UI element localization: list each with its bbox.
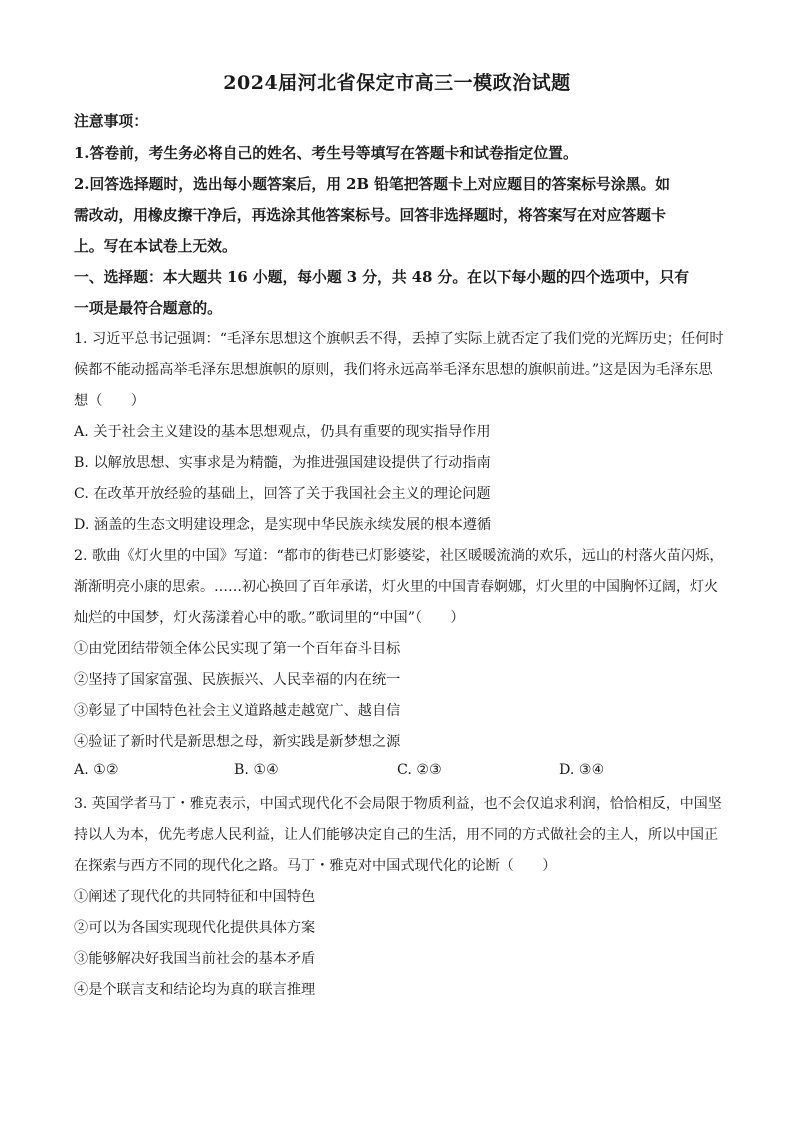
notice-item-2-line-3: 上。写在本试卷上无效。 xyxy=(74,238,237,255)
section-heading-line-1: 一、选择题：本大题共 16 小题，每小题 3 分，共 48 分。在以下每小题的四个选项中，只有 xyxy=(74,269,690,286)
notice-item-2-line-1: 2.回答选择题时，选出每小题答案后，用 2B 铅笔把答题卡上对应题目的答案标号涂黑。如 xyxy=(74,176,671,193)
question-2-options xyxy=(74,762,724,782)
question-2-statement-2: ②坚持了国家富强、民族振兴、人民幸福的内在统一 xyxy=(74,672,401,688)
question-2-stem-line-1: 2. 歌曲《灯火里的中国》写道：“都市的街巷已灯影婆娑，社区暖暖流淌的欢乐，远山的村落火苗闪烁， xyxy=(74,548,724,564)
notice-item-2-line-2: 需改动，用橡皮擦干净后，再选涂其他答案标号。回答非选择题时，将答案写在对应答题卡 xyxy=(74,207,666,224)
question-3-statement-2: ②可以为各国实现现代化提供具体方案 xyxy=(74,920,316,936)
question-2-statement-1: ①由党团结带领全体公民实现了第一个百年奋斗目标 xyxy=(74,641,401,657)
notice-heading: 注意事项： xyxy=(74,113,148,130)
question-2-option-d: D. ③④ xyxy=(559,762,605,778)
question-2-option-a: A. ①② xyxy=(74,762,119,778)
question-1-stem-line-1: 1. 习近平总书记强调：“毛泽东思想这个旗帜丢不得，丢掉了实际上就否定了我们党的光辉历史；任何时 xyxy=(74,331,724,347)
question-1-option-a: A. 关于社会主义建设的基本思想观点，仍具有重要的现实指导作用 xyxy=(74,424,491,440)
page-title: 2024届河北省保定市高三一模政治试题 xyxy=(223,72,571,94)
question-2-statement-4: ④验证了新时代是新思想之母，新实践是新梦想之源 xyxy=(74,734,401,750)
question-1-option-d: D. 涵盖的生态文明建设理念，是实现中华民族永续发展的根本遵循 xyxy=(74,517,492,533)
question-3-statement-1: ①阐述了现代化的共同特征和中国特色 xyxy=(74,889,316,905)
question-3-stem-line-2: 持以人为本，优先考虑人民利益，让人们能够决定自己的生活，用不同的方式做社会的主人，所以中国正 xyxy=(74,827,718,843)
question-1-stem-line-2: 候都不能动摇高举毛泽东思想旗帜的原则，我们将永远高举毛泽东思想的旗帜前进。”这是因为毛泽东思 xyxy=(74,362,713,378)
question-2-option-b: B. ①④ xyxy=(234,762,279,778)
question-3-statement-4: ④是个联言支和结论均为真的联言推理 xyxy=(74,982,316,998)
question-2-statement-3: ③彰显了中国特色社会主义道路越走越宽广、越自信 xyxy=(74,703,401,719)
question-2-stem-line-2: 渐渐明亮小康的思索。……初心换回了百年承诺，灯火里的中国青春婀娜，灯火里的中国胸怀辽阔，灯火 xyxy=(74,579,718,595)
question-3-stem-line-1: 3. 英国学者马丁・雅克表示，中国式现代化不会局限于物质利益，也不会仅追求利润，恰恰相反，中国坚 xyxy=(74,796,722,812)
question-1-stem-line-3: 想（ ） xyxy=(74,393,145,409)
question-2-stem-line-3: 灿烂的中国梦，灯火荡漾着心中的歌。”歌词里的“中国”（ ） xyxy=(74,610,465,626)
question-1-option-c: C. 在改革开放经验的基础上，回答了关于我国社会主义的理论问题 xyxy=(74,486,491,502)
question-3-stem-line-3: 在探索与西方不同的现代化之路。马丁・雅克对中国式现代化的论断（ ） xyxy=(74,858,557,874)
question-3-statement-3: ③能够解决好我国当前社会的基本矛盾 xyxy=(74,951,316,967)
question-1-option-b: B. 以解放思想、实事求是为精髓，为推进强国建设提供了行动指南 xyxy=(74,455,491,471)
section-heading-line-2: 一项是最符合题意的。 xyxy=(74,300,222,317)
question-2-option-c: C. ②③ xyxy=(397,762,442,778)
notice-item-1: 1.答卷前，考生务必将自己的姓名、考生号等填写在答题卡和试卷指定位置。 xyxy=(74,145,578,162)
